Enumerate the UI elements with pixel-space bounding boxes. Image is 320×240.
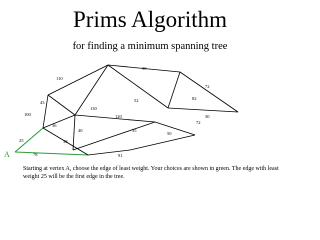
edge-e78 bbox=[15, 152, 88, 155]
weight-label-e36: 36 bbox=[52, 123, 57, 128]
edges-layer bbox=[15, 65, 238, 155]
edge-e40 bbox=[73, 115, 75, 150]
page-subtitle: for finding a minimum spanning tree bbox=[72, 41, 228, 52]
weight-label-e40: 40 bbox=[78, 128, 83, 133]
weight-label-e38: 38 bbox=[63, 139, 68, 144]
edge-e36 bbox=[43, 115, 75, 128]
edge-e50 bbox=[130, 135, 195, 150]
edge-e82 bbox=[168, 72, 180, 108]
edge-e72a bbox=[180, 72, 238, 112]
weight-label-e25: 25 bbox=[19, 138, 24, 143]
edge-e91 bbox=[88, 150, 130, 155]
weight-label-e50: 50 bbox=[167, 131, 172, 136]
weight-label-e90: 90 bbox=[142, 66, 147, 71]
vertex-a-label: A bbox=[4, 150, 10, 159]
edge-e35 bbox=[73, 122, 155, 150]
edge-e30 bbox=[168, 108, 238, 112]
weight-label-e30: 30 bbox=[205, 114, 210, 119]
weight-label-e100: 100 bbox=[24, 112, 31, 117]
weight-label-e91: 91 bbox=[118, 153, 123, 158]
weight-label-e130: 130 bbox=[90, 106, 97, 111]
edge-e43 bbox=[48, 95, 75, 115]
weight-label-e35: 35 bbox=[132, 128, 137, 133]
weight-label-e120: 120 bbox=[115, 114, 122, 119]
weight-label-e110: 110 bbox=[56, 76, 63, 81]
weight-label-e78: 78 bbox=[33, 152, 38, 157]
page-title: Prims Algorithm bbox=[73, 7, 227, 32]
weight-label-e43: 43 bbox=[40, 100, 45, 105]
weight-label-e72a: 72 bbox=[205, 84, 210, 89]
edge-e72b bbox=[155, 122, 195, 135]
weight-label-e72b: 72 bbox=[196, 120, 201, 125]
weight-label-e52: 52 bbox=[134, 98, 139, 103]
instruction-caption: Starting at vertex A, choose the edge of least weight. Your choices are shown in green. The edge with least weight 25 will be the first edge in the tree. bbox=[23, 166, 279, 180]
weight-labels-layer bbox=[19, 66, 210, 158]
weight-label-e82: 82 bbox=[192, 96, 197, 101]
